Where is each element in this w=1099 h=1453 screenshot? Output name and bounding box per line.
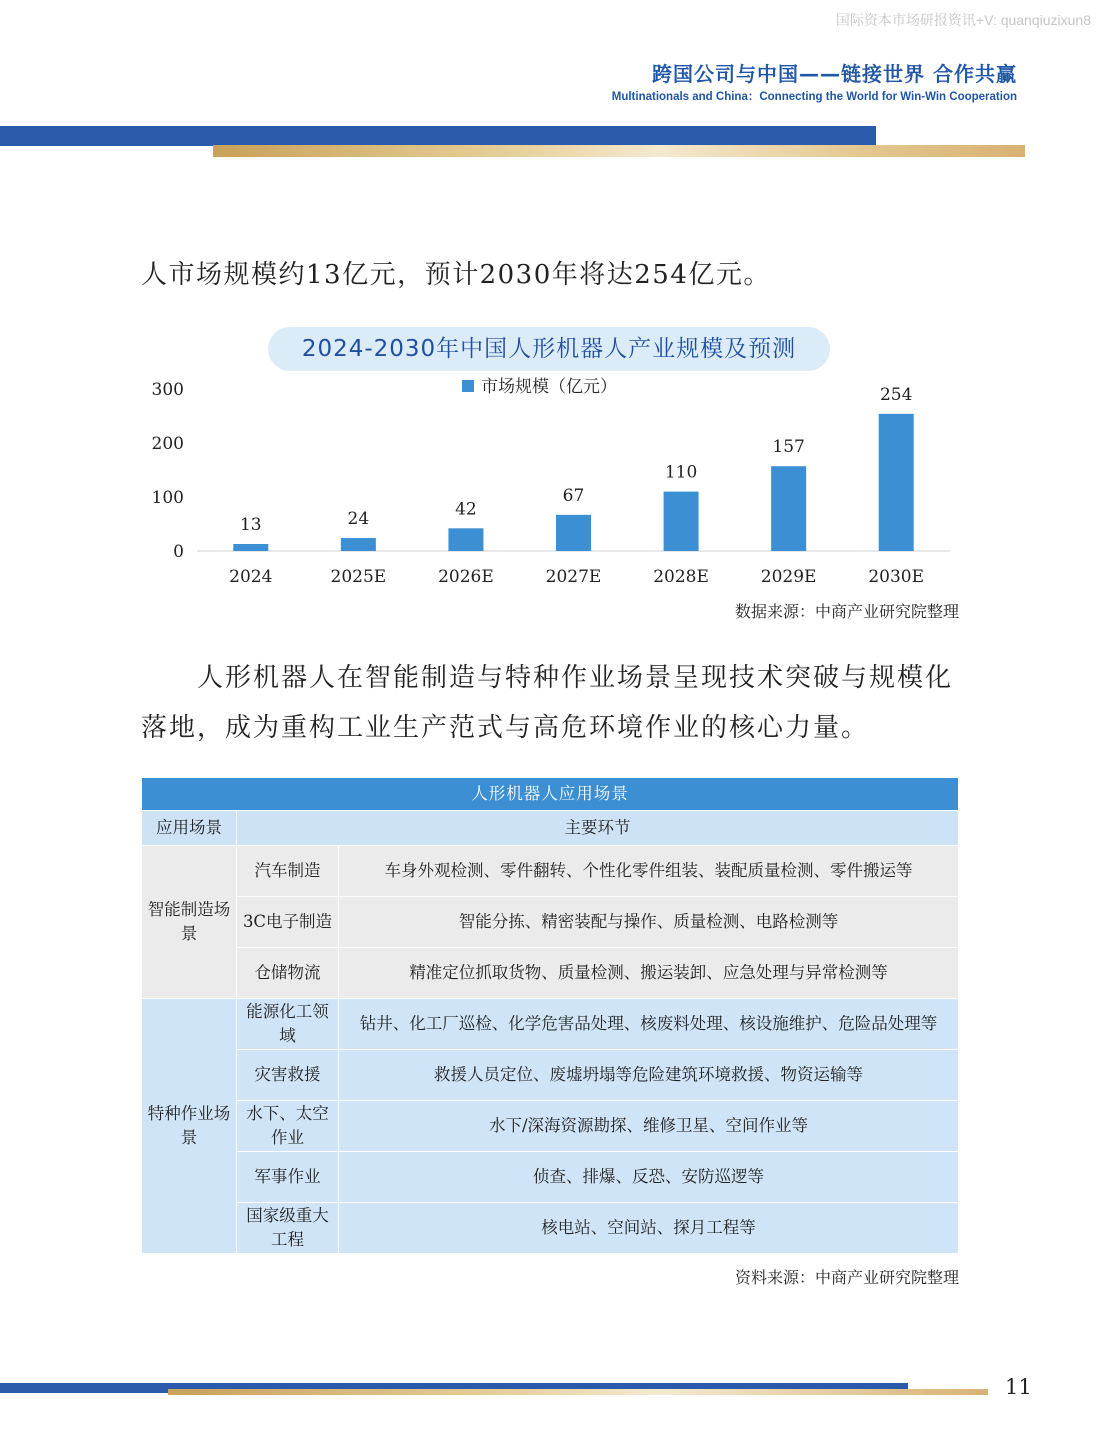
bar-chart: [0, 0, 1099, 600]
detail-cell: 车身外观检测、零件翻转、个性化零件组装、装配质量检测、零件搬运等: [339, 846, 959, 897]
x-tick-label: 2027E: [545, 567, 602, 587]
page-number: 11: [1005, 1375, 1032, 1399]
bar: [664, 492, 699, 551]
application-scenarios-table: [141, 777, 959, 1254]
legend-swatch: [462, 380, 474, 392]
detail-cell: 救援人员定位、废墟坍塌等危险建筑环境救援、物资运输等: [339, 1050, 959, 1101]
header-subtitle: Multinationals and China：Connecting the World for Win-Win Cooperation: [611, 91, 1017, 103]
detail-cell: 核电站、空间站、探月工程等: [339, 1203, 959, 1254]
scene-cell: 国家级重大工程: [237, 1203, 339, 1254]
detail-cell: 智能分拣、精密装配与操作、质量检测、电路检测等: [339, 897, 959, 948]
x-tick-label: 2028E: [653, 567, 709, 587]
bar: [879, 414, 914, 551]
x-tick-label: 2026E: [438, 567, 494, 587]
data-label: 254: [879, 384, 913, 405]
bar: [233, 544, 268, 551]
table-row: [142, 1101, 959, 1152]
detail-cell: 水下/深海资源勘探、维修卫星、空间作业等: [339, 1101, 959, 1152]
y-tick-label: 200: [151, 434, 184, 454]
scene-cell: 能源化工领域: [237, 999, 339, 1050]
chart-title: 2024-2030年中国人形机器人产业规模及预测: [268, 327, 830, 371]
detail-cell: 钻井、化工厂巡检、化学危害品处理、核废料处理、核设施维护、危险品处理等: [339, 999, 959, 1050]
paragraph-2: 人形机器人在智能制造与特种作业场景呈现技术突破与规模化落地，成为重构工业生产范式与高危环境作业的核心力量。: [141, 663, 954, 743]
x-tick-label: 2025E: [330, 567, 387, 587]
table-row: [142, 1203, 959, 1254]
table-header-scene: 应用场景: [142, 811, 237, 846]
scene-cell: 军事作业: [237, 1152, 339, 1203]
data-label: 24: [347, 509, 370, 530]
table-row: [142, 1152, 959, 1203]
detail-cell: 精准定位抓取货物、质量检测、搬运装卸、应急处理与异常检测等: [339, 948, 959, 999]
scene-cell: 仓储物流: [237, 948, 339, 999]
paragraph-1: 人市场规模约13亿元，预计2030年将达254亿元。: [141, 260, 771, 290]
watermark-text: 国际资本市场研报资讯+V: quanqiuzixun8: [835, 12, 1091, 28]
bar: [556, 515, 591, 551]
chart-source: 数据来源：中商产业研究院整理: [734, 602, 959, 621]
y-tick-label: 100: [151, 488, 184, 508]
table-row: [142, 897, 959, 948]
x-tick-label: 2024: [229, 567, 273, 587]
table-row: [142, 948, 959, 999]
table-row: [142, 1050, 959, 1101]
table-source: 资料来源：中商产业研究院整理: [734, 1268, 959, 1287]
table-row: [142, 846, 959, 897]
x-tick-label: 2030E: [868, 567, 925, 587]
scene-cell: 灾害救援: [237, 1050, 339, 1101]
header-title: 跨国公司与中国——链接世界 合作共赢: [652, 62, 1017, 86]
group-label-smart-manufacturing: 智能制造场景: [142, 846, 237, 999]
x-tick-label: 2029E: [760, 567, 817, 587]
scene-cell: 汽车制造: [237, 846, 339, 897]
group-label-special-operations: 特种作业场景: [142, 999, 237, 1254]
table-row: [142, 999, 959, 1050]
table-header-detail: 主要环节: [237, 811, 959, 846]
data-label: 157: [772, 437, 805, 458]
scene-cell: 水下、太空作业: [237, 1101, 339, 1152]
data-label: 42: [455, 499, 477, 520]
data-label: 67: [562, 485, 585, 506]
bar: [771, 466, 806, 551]
table-title: 人形机器人应用场景: [142, 778, 959, 811]
y-tick-label: 0: [173, 542, 184, 562]
footer-gold-bar: [168, 1389, 988, 1395]
detail-cell: 侦查、排爆、反恐、安防巡逻等: [339, 1152, 959, 1203]
y-tick-label: 300: [151, 380, 184, 400]
legend-label: 市场规模（亿元）: [481, 377, 617, 397]
scene-cell: 3C电子制造: [237, 897, 339, 948]
data-label: 110: [664, 462, 698, 483]
bar: [341, 538, 376, 551]
bar: [448, 528, 483, 551]
data-label: 13: [239, 514, 262, 535]
